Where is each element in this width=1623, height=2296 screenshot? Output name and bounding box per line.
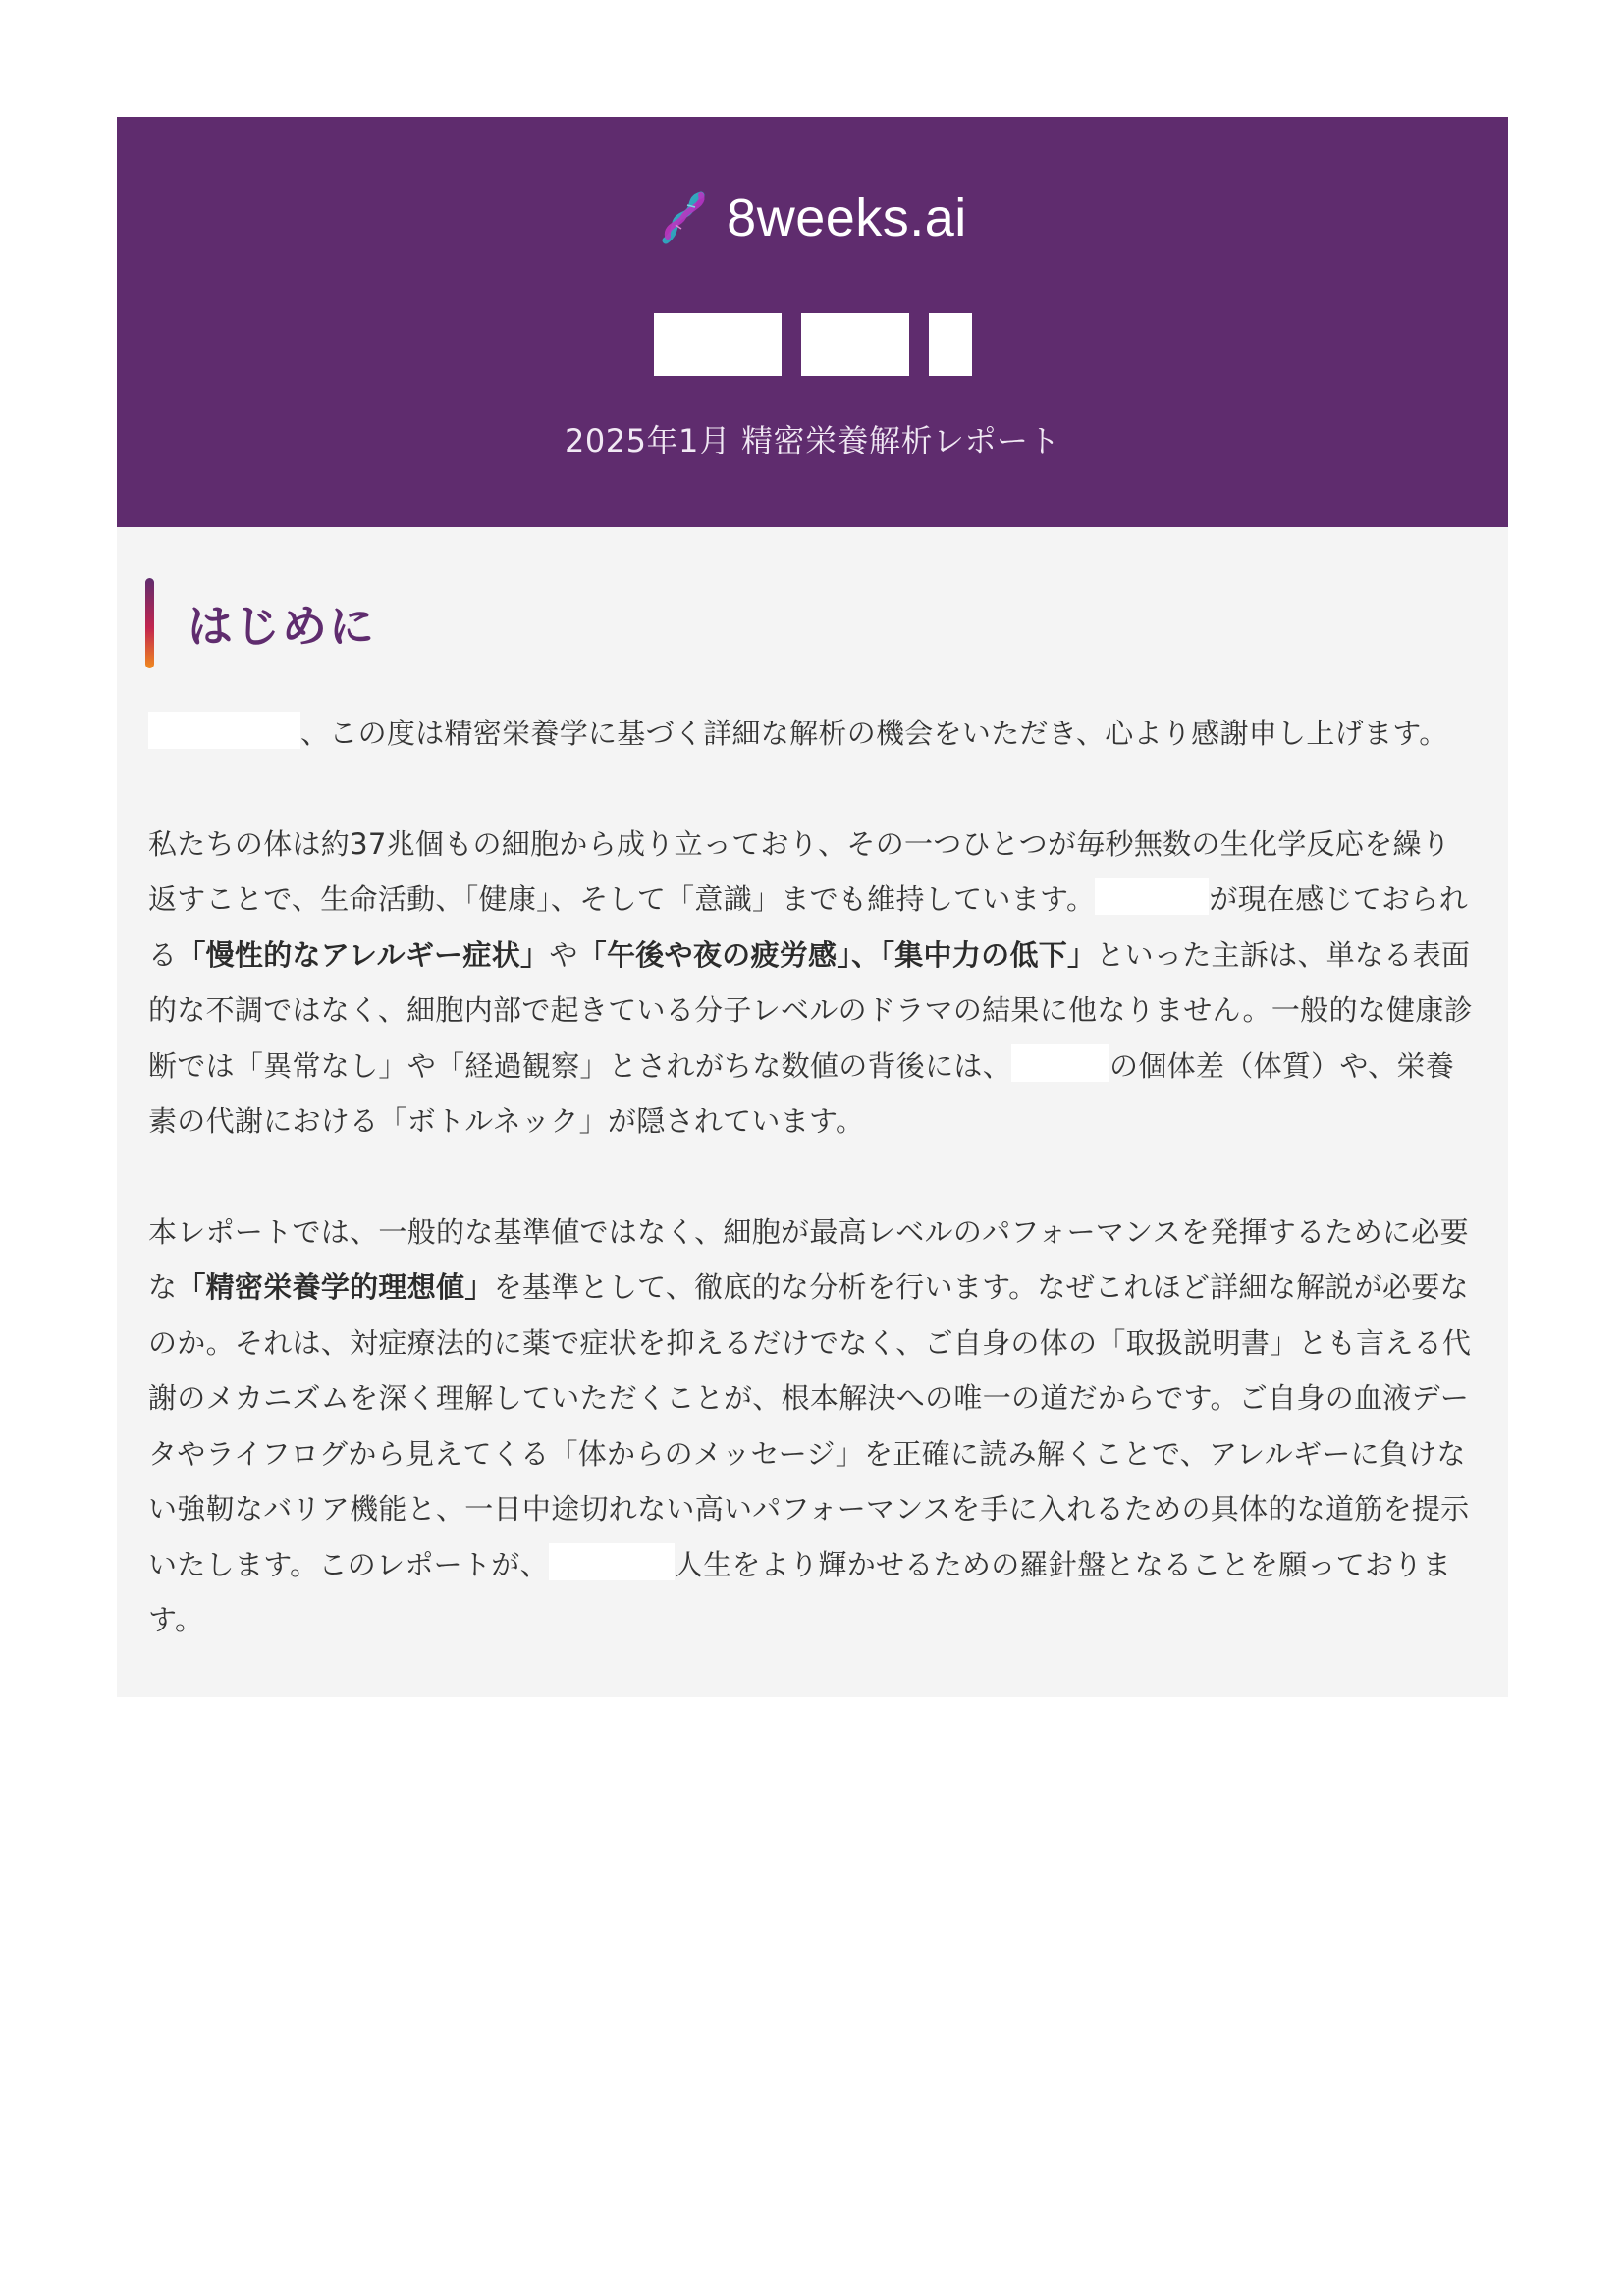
report-title-redacted — [117, 313, 1508, 376]
paragraph — [148, 1204, 1477, 1648]
redaction-block — [1011, 1044, 1109, 1082]
body-text: 人生をより輝かせるための羅針盤となることを願っております。 — [148, 1547, 1451, 1636]
report-subtitle: 2025年1月 精密栄養解析レポート — [565, 422, 1060, 459]
body-text: 、この度は精密栄養学に基づく詳細な解析の機会をいただき、心より感謝申し上げます。 — [300, 717, 1448, 750]
body-text: を基準として、徹底的な分析を行います。なぜこれほど詳細な解説が必要なのか。それは、対症療法的に薬で症状を抑えるだけでなく、ご自身の体の「取扱説明書」とも言える代謝のメカニズムを深く理解していただくことが、根本解決への唯一の道だからです。ご自身の血液データやライフログから見えてくる「体からのメッセージ」を正確に読み解くことで、アレルギーに負けない強靭なバリア機能と、一日中途切れない高いパフォーマンスを手に入れるための具体的な道筋を提示いたします。このレポートが、 — [148, 1270, 1472, 1581]
body-text: や — [549, 937, 578, 972]
report-header — [117, 117, 1508, 527]
accent-bar — [145, 578, 154, 668]
paragraph — [148, 706, 1477, 762]
emphasis-text: 「精密栄養学的理想値」 — [177, 1270, 494, 1304]
paragraph — [148, 817, 1477, 1149]
report-page — [117, 117, 1508, 1697]
brand-name: 8weeks.ai — [727, 188, 967, 247]
section-heading — [148, 578, 1477, 668]
redaction-block — [929, 313, 972, 376]
redaction-block — [148, 712, 300, 749]
redaction-block — [1095, 878, 1209, 915]
brand — [117, 187, 1508, 248]
redaction-gap — [909, 313, 929, 376]
section-title: はじめに — [188, 600, 376, 653]
body-text: の個体差（体質）や、栄養素の代謝における「ボトルネック」が隠されています。 — [148, 1048, 1455, 1138]
redaction-block — [801, 313, 909, 376]
body-text: 私たちの体は約37兆個もの細胞から成り立っており、その一つひとつが毎秒無数の生化学反応を繰り返すことで、生命活動、「健康」、そして「意識」までも維持しています。 — [148, 827, 1451, 916]
redaction-gap — [782, 313, 801, 376]
body-text: が現在感じておられる — [148, 882, 1469, 972]
emphasis-text: 「慢性的なアレルギー症状」 — [177, 937, 550, 972]
dna-helix-icon — [658, 191, 711, 244]
redaction-block — [654, 313, 782, 376]
emphasis-text: 「午後や夜の疲労感」、「集中力の低下」 — [577, 937, 1097, 972]
body-text: といった主訴は、単なる表面的な不調ではなく、細胞内部で起きている分子レベルのドラマの結果に他なりません。一般的な健康診断では「異常なし」や「経過観察」とされがちな数値の背後には、 — [148, 937, 1473, 1083]
intro-section — [117, 527, 1508, 1697]
paragraph-list — [148, 706, 1477, 1648]
redaction-block — [549, 1543, 675, 1580]
body-text: 本レポートでは、一般的な基準値ではなく、細胞が最高レベルのパフォーマンスを発揮するために必要な — [148, 1214, 1469, 1304]
